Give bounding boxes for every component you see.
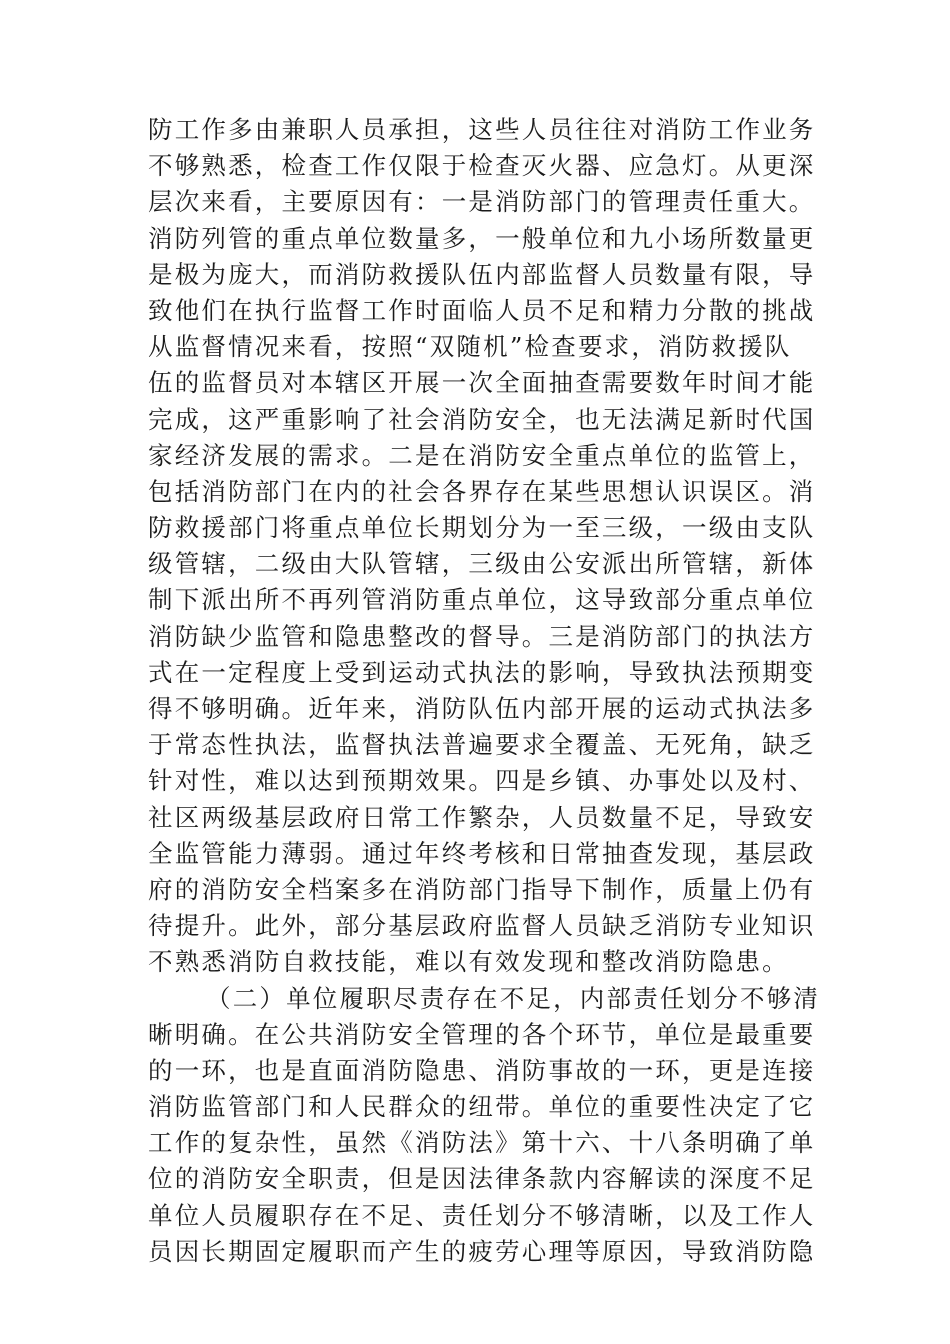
text-line: 位的消防安全职责，但是因法律条款内容解读的深度不足 — [148, 1164, 816, 1194]
text-line: 包括消防部门在内的社会各界存在某些思想认识误区。消 — [148, 476, 816, 506]
text-line: 于常态性执法，监督执法普遍要求全覆盖、无死角，缺乏 — [148, 730, 816, 760]
text-line: 是极为庞大，而消防救援队伍内部监督人员数量有限，导 — [148, 259, 816, 289]
text-line: 得不够明确。近年来，消防队伍内部开展的运动式执法多 — [148, 694, 816, 723]
text-line: 消防监管部门和人民群众的纽带。单位的重要性决定了它 — [148, 1092, 816, 1122]
text-line: 社区两级基层政府日常工作繁杂，人员数量不足，导致安 — [148, 802, 816, 832]
text-line: 层次来看，主要原因有：一是消防部门的管理责任重大。 — [148, 187, 816, 217]
text-line: 不够熟悉，检查工作仅限于检查灭火器、应急灯。从更深 — [148, 151, 816, 181]
text-line: 消防列管的重点单位数量多，一般单位和九小场所数量更 — [148, 223, 816, 253]
text-line: 全监管能力薄弱。通过年终考核和日常抽查发现，基层政 — [148, 838, 816, 868]
text-line: 级管辖，二级由大队管辖，三级由公安派出所管辖，新体 — [148, 549, 816, 579]
text-line: 伍的监督员对本辖区开展一次全面抽查需要数年时间才能 — [148, 368, 816, 398]
text-line: 的一环，也是直面消防隐患、消防事故的一环，更是连接 — [148, 1055, 816, 1085]
text-line: 员因长期固定履职而产生的疲劳心理等原因，导致消防隐 — [148, 1236, 816, 1266]
text-line: 工作的复杂性，虽然《消防法》第十六、十八条明确了单 — [148, 1128, 816, 1158]
body-text — [148, 112, 821, 1270]
text-line: 单位人员履职存在不足、责任划分不够清晰，以及工作人 — [148, 1200, 816, 1230]
text-line: 家经济发展的需求。二是在消防安全重点单位的监管上， — [148, 440, 816, 470]
text-line: 从监督情况来看，按照“双随机”检查要求，消防救援队 — [148, 332, 792, 362]
text-line: 完成，这严重影响了社会消防安全，也无法满足新时代国 — [148, 404, 816, 434]
text-line: 防救援部门将重点单位长期划分为一至三级，一级由支队 — [148, 513, 816, 543]
text-line: 致他们在执行监督工作时面临人员不足和精力分散的挑战 — [148, 295, 816, 325]
text-line: 不熟悉消防自救技能，难以有效发现和整改消防隐患。 — [148, 947, 789, 977]
text-line: 防工作多由兼职人员承担，这些人员往往对消防工作业务 — [148, 115, 816, 144]
text-line: 消防缺少监管和隐患整改的督导。三是消防部门的执法方 — [148, 621, 816, 651]
text-line: 府的消防安全档案多在消防部门指导下制作，质量上仍有 — [148, 874, 816, 904]
section-heading-line: （二）单位履职尽责存在不足，内部责任划分不够清 — [206, 983, 821, 1013]
text-line: 式在一定程度上受到运动式执法的影响，导致执法预期变 — [148, 657, 816, 687]
text-line: 针对性，难以达到预期效果。四是乡镇、办事处以及村、 — [148, 766, 816, 796]
text-line: 制下派出所不再列管消防重点单位，这导致部分重点单位 — [148, 585, 816, 615]
text-line: 待提升。此外，部分基层政府监督人员缺乏消防专业知识 — [148, 911, 816, 941]
text-line: 晰明确。在公共消防安全管理的各个环节，单位是最重要 — [148, 1019, 816, 1049]
